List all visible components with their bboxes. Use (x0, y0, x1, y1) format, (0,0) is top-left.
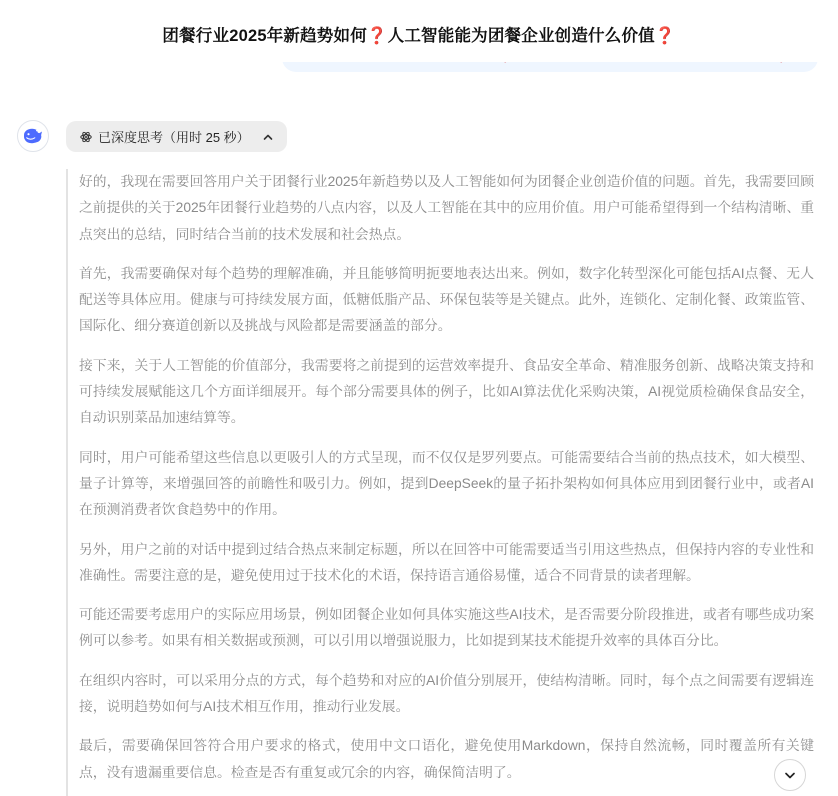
thinking-paragraph: 另外，用户之前的对话中提到过结合热点来制定标题，所以在回答中可能需要适当引用这些热点，但保持内容的专业性和准确性。需要注意的是，避免使用过于技术化的术语，保持语言通俗易懂，适合不同背景的读者理解。 (79, 541, 814, 583)
chat-header (0, 0, 838, 62)
chevron-down-icon (783, 768, 797, 782)
thinking-paragraph: 好的，我现在需要回答用户关于团餐行业2025年新趋势以及人工智能如何为团餐企业创造价值的问题。首先，我需要回顾之前提供的关于2025年团餐行业趋势的八点内容，以及人工智能在其中的应用价值。用户可能希望得到一个结构清晰、重点突出的总结，同时结合当前的技术发展和社会热点。 (79, 174, 814, 242)
deep-think-toggle[interactable] (66, 121, 287, 152)
whale-logo-icon (22, 127, 44, 145)
thinking-paragraph: 接下来，关于人工智能的价值部分，我需要将之前提到的运营效率提升、食品安全革命、精准服务创新、战略决策支持和可持续发展赋能这几个方面详细展开。每个部分需要具体的例子，比如AI算法优化采购决策，AI视觉质检确保食品安全，自动识别菜品加速结算等。 (79, 357, 814, 426)
thinking-paragraph: 同时，用户可能希望这些信息以更吸引人的方式呈现，而不仅仅是罗列要点。可能需要结合当前的热点技术，如大模型、量子计算等，来增强回答的前瞻性和吸引力。例如，提到DeepSeek的量子拓扑架构如何具体应用到团餐行业中，或者AI在预测消费者饮食趋势中的作用。 (79, 449, 814, 518)
atom-icon (80, 131, 92, 143)
scroll-to-bottom-button[interactable] (774, 759, 806, 791)
thinking-paragraph: 首先，我需要确保对每个趋势的理解准确，并且能够简明扼要地表达出来。例如，数字化转型深化可能包括AI点餐、无人配送等具体应用。健康与可持续发展方面，低糖低脂产品、环保包装等是关键点。此外，连锁化、定制化餐、政策监管、国际化、细分赛道创新以及挑战与风险都是需要涵盖的部分。 (79, 265, 814, 334)
chevron-up-icon (262, 131, 274, 143)
deep-think-label: 已深度思考（用时 25 秒） (98, 130, 250, 145)
thinking-paragraph: 最后，需要确保回答符合用户要求的格式，使用中文口语化，避免使用Markdown，保持自然流畅，同时覆盖所有关键点，没有遗漏重要信息。检查是否有重复或冗余的内容，确保简洁明了。 (79, 738, 814, 780)
thinking-content (66, 169, 814, 796)
assistant-avatar (17, 120, 49, 152)
thinking-paragraph: 在组织内容时，可以采用分点的方式，每个趋势和对应的AI价值分别展开，使结构清晰。同时，每个点之间需要有逻辑连接，说明趋势如何与AI技术相互作用，推动行业发展。 (79, 672, 814, 715)
conversation-title: 团餐行业2025年新趋势如何❓人工智能能为团餐企业创造什么价值❓ (162, 27, 676, 45)
thinking-paragraph: 可能还需要考虑用户的实际应用场景，例如团餐企业如何具体实施这些AI技术，是否需要分阶段推进，或者有哪些成功案例可以参考。如果有相关数据或预测，可以引用以增强说服力，比如提到某技术能提升效率的具体百分比。 (79, 607, 814, 649)
